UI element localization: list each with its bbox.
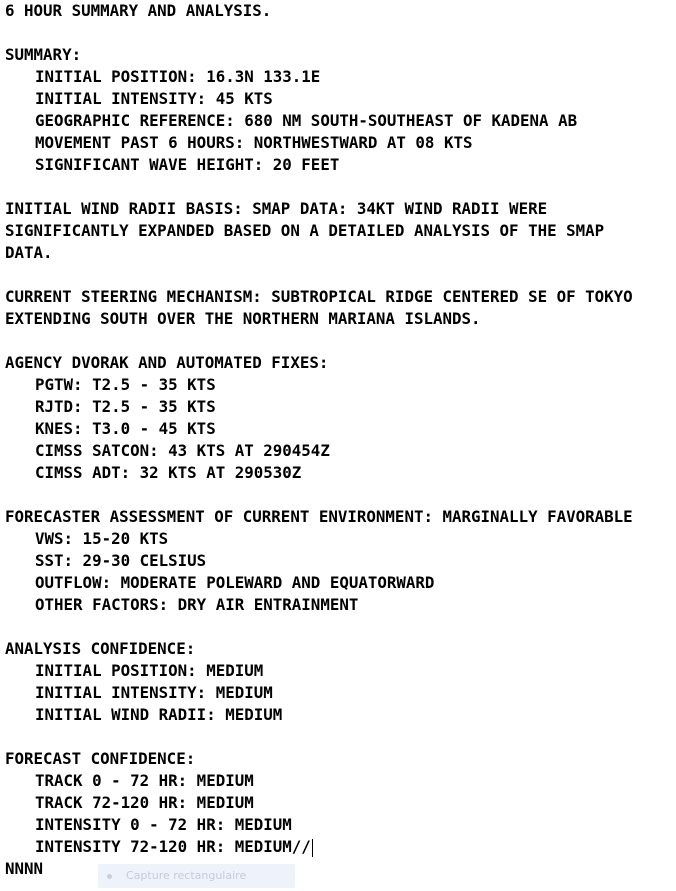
spacer <box>5 22 633 44</box>
capture-tooltip-label: Capture rectangulaire <box>126 869 247 882</box>
spacer <box>5 264 633 286</box>
environment-heading: FORECASTER ASSESSMENT OF CURRENT ENVIRONMENT: MARGINALLY FAVORABLE <box>5 507 633 526</box>
spacer <box>5 176 633 198</box>
spacer <box>5 616 633 638</box>
environment-outflow: OUTFLOW: MODERATE POLEWARD AND EQUATORWARD <box>35 573 435 592</box>
bulletin-document <box>5 0 633 880</box>
wind-radii-basis-line: INITIAL WIND RADII BASIS: SMAP DATA: 34KT WIND RADII WERE <box>5 199 548 218</box>
analysis-confidence-wind-radii: INITIAL WIND RADII: MEDIUM <box>35 705 283 724</box>
environment-vws: VWS: 15-20 KTS <box>35 529 169 548</box>
environment-other-factors: OTHER FACTORS: DRY AIR ENTRAINMENT <box>35 595 359 614</box>
capture-tooltip-icon <box>107 874 112 879</box>
dvorak-heading: AGENCY DVORAK AND AUTOMATED FIXES: <box>5 353 329 372</box>
dvorak-fix-knes: KNES: T3.0 - 45 KTS <box>35 419 216 438</box>
end-marker: NNNN <box>5 859 44 878</box>
steering-mechanism-line: EXTENDING SOUTH OVER THE NORTHERN MARIANA ISLANDS. <box>5 309 481 328</box>
spacer <box>5 484 633 506</box>
forecast-confidence-track-72-120: TRACK 72-120 HR: MEDIUM <box>35 793 254 812</box>
summary-initial-intensity: INITIAL INTENSITY: 45 KTS <box>35 89 273 108</box>
steering-mechanism-line: CURRENT STEERING MECHANISM: SUBTROPICAL RIDGE CENTERED SE OF TOKYO <box>5 287 633 306</box>
capture-tooltip <box>98 864 295 888</box>
analysis-confidence-heading: ANALYSIS CONFIDENCE: <box>5 639 196 658</box>
forecast-confidence-intensity-0-72: INTENSITY 0 - 72 HR: MEDIUM <box>35 815 292 834</box>
spacer <box>5 330 633 352</box>
forecast-confidence-track-0-72: TRACK 0 - 72 HR: MEDIUM <box>35 771 254 790</box>
summary-geographic-reference: GEOGRAPHIC REFERENCE: 680 NM SOUTH-SOUTHEAST OF KADENA AB <box>35 111 578 130</box>
text-cursor <box>312 839 313 857</box>
analysis-confidence-position: INITIAL POSITION: MEDIUM <box>35 661 264 680</box>
forecast-confidence-intensity-72-120-text: INTENSITY 72-120 HR: MEDIUM// <box>35 837 311 856</box>
spacer <box>5 726 633 748</box>
dvorak-fix-rjtd: RJTD: T2.5 - 35 KTS <box>35 397 216 416</box>
dvorak-fix-cimss-adt: CIMSS ADT: 32 KTS AT 290530Z <box>35 463 302 482</box>
analysis-confidence-intensity: INITIAL INTENSITY: MEDIUM <box>35 683 273 702</box>
wind-radii-basis-line: SIGNIFICANTLY EXPANDED BASED ON A DETAILED ANALYSIS OF THE SMAP <box>5 221 605 240</box>
forecast-confidence-intensity-72-120[interactable] <box>5 836 633 858</box>
summary-wave-height: SIGNIFICANT WAVE HEIGHT: 20 FEET <box>35 155 340 174</box>
summary-heading: SUMMARY: <box>5 45 82 64</box>
summary-movement: MOVEMENT PAST 6 HOURS: NORTHWESTWARD AT 08 KTS <box>35 133 473 152</box>
environment-sst: SST: 29-30 CELSIUS <box>35 551 207 570</box>
summary-initial-position: INITIAL POSITION: 16.3N 133.1E <box>35 67 321 86</box>
wind-radii-basis-line: DATA. <box>5 243 53 262</box>
dvorak-fix-cimss-satcon: CIMSS SATCON: 43 KTS AT 290454Z <box>35 441 330 460</box>
dvorak-fix-pgtw: PGTW: T2.5 - 35 KTS <box>35 375 216 394</box>
forecast-confidence-heading: FORECAST CONFIDENCE: <box>5 749 196 768</box>
document-title: 6 HOUR SUMMARY AND ANALYSIS. <box>5 1 272 20</box>
